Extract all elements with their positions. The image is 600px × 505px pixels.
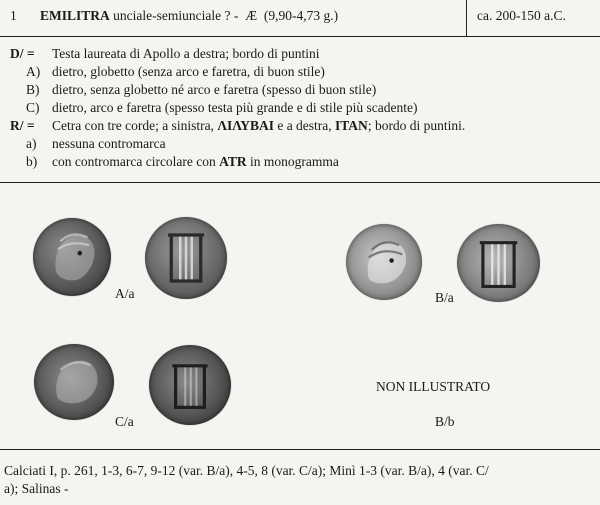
- metal: Æ: [245, 8, 258, 23]
- obverse-variant-key: B): [26, 82, 40, 97]
- rule-bottom: [0, 449, 600, 450]
- weight: (9,90-4,73 g.): [263, 8, 339, 23]
- obverse-variant-key: A): [26, 64, 41, 79]
- references-line-2: a); Salinas -: [4, 481, 69, 496]
- coin-c-obverse-image: [34, 344, 114, 420]
- reverse-text-end: ; bordo di puntini.: [367, 118, 466, 133]
- coin-c-reverse-image: [149, 345, 231, 425]
- header-title: [40, 8, 338, 24]
- mint-name: EMILITRA: [40, 8, 110, 23]
- rule-middle: [0, 182, 600, 183]
- reverse-prefix: R/ =: [10, 118, 35, 133]
- obverse-text: Testa laureata di Apollo a destra; bordo di puntini: [52, 46, 320, 61]
- apollo-head-icon: [346, 224, 422, 300]
- obverse-variant-key: C): [26, 100, 40, 115]
- obverse-variant-text: dietro, arco e faretra (spesso testa più grande e di stile più scadente): [52, 100, 418, 115]
- denomination: unciale-semiunciale: [113, 8, 222, 23]
- reverse-text-start: Cetra con tre corde; a sinistra,: [52, 118, 218, 133]
- lyre-icon: [145, 217, 227, 299]
- obverse-variant-text: dietro, globetto (senza arco e faretra, di buon stile): [52, 64, 325, 79]
- obverse-variant-text: dietro, senza globetto né arco e faretra (spesso di buon stile): [52, 82, 377, 97]
- countermark-text-start: con contromarca circolare con: [52, 154, 220, 169]
- reverse-variant-key: a): [26, 136, 37, 151]
- apollo-head-icon: [33, 218, 111, 296]
- rule-top: [0, 36, 600, 37]
- denomination-question: ? -: [224, 8, 239, 23]
- plate-label-b-a: B/a: [435, 290, 454, 305]
- not-illustrated-note: NON ILLUSTRATO: [376, 379, 491, 394]
- countermark-text-end: in monogramma: [246, 154, 339, 169]
- coin-b-obverse-image: [346, 224, 422, 300]
- coin-a-obverse-image: [33, 218, 111, 296]
- reverse-text-mid: e a destra,: [273, 118, 336, 133]
- plate-label-a-a: A/a: [115, 286, 135, 301]
- catalog-number: 1: [10, 8, 17, 23]
- countermark-monogram: ATR: [219, 154, 247, 169]
- reverse-variant-key: b): [26, 154, 38, 169]
- legend-left: ΛΙΛΥΒΑΙ: [217, 118, 274, 133]
- reverse-text: [52, 118, 465, 134]
- date: ca. 200-150 a.C.: [477, 8, 566, 23]
- plate-label-b-b: B/b: [435, 414, 455, 429]
- header-divider: [466, 0, 467, 36]
- coin-a-reverse-image: [145, 217, 227, 299]
- legend-right: ITAN: [335, 118, 368, 133]
- obverse-prefix: D/ =: [10, 46, 35, 61]
- lyre-icon: [457, 224, 540, 302]
- reverse-variant-text: nessuna contromarca: [52, 136, 166, 151]
- references-line-1: Calciati I, p. 261, 1-3, 6-7, 9-12 (var. B/a), 4-5, 8 (var. C/a); Minì 1-3 (var. B/a), 4 (var. C/: [4, 463, 489, 478]
- apollo-head-icon: [34, 344, 114, 420]
- lyre-icon: [149, 345, 231, 425]
- reverse-variant-text: [52, 154, 339, 170]
- plate-label-c-a: C/a: [115, 414, 134, 429]
- coin-b-reverse-image: [457, 224, 540, 302]
